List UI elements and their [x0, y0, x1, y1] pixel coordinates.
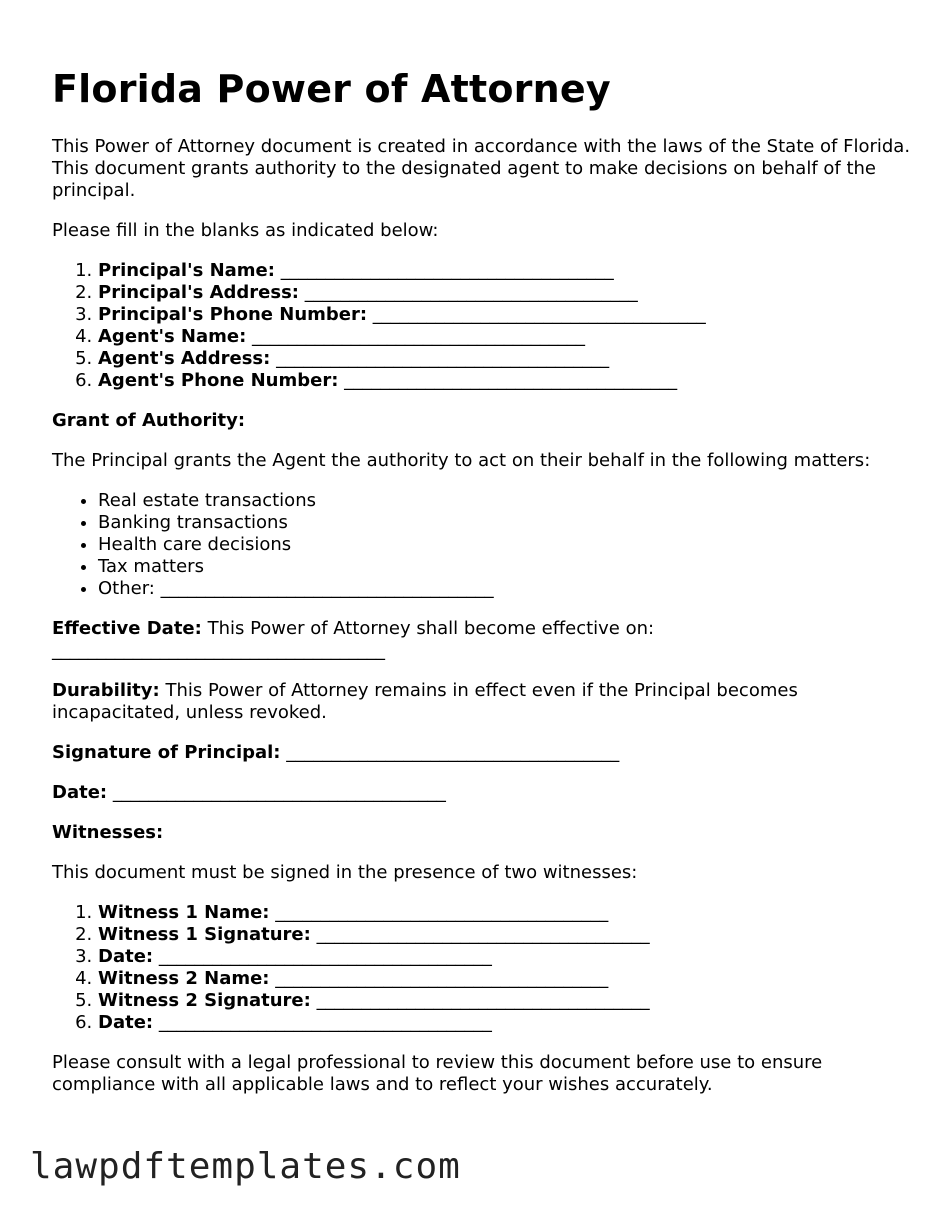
- party-fields-list: [52, 260, 912, 392]
- blank-line: _____________________________________: [52, 640, 385, 661]
- field-agent-name[interactable]: [98, 326, 912, 348]
- matter-other[interactable]: [98, 578, 912, 600]
- blank-line: _____________________________________: [280, 260, 614, 281]
- document-page: [52, 64, 912, 1114]
- effective-date-paragraph[interactable]: [52, 618, 912, 662]
- field-label: Agent's Phone Number:: [98, 370, 339, 391]
- page-title: Florida Power of Attorney: [52, 67, 611, 111]
- blank-line: _____________________________________: [316, 990, 650, 1011]
- blank-line: _____________________________________: [158, 1012, 492, 1033]
- disclaimer-paragraph: Please consult with a legal professional to review this document before use to ensure compliance with all applicable laws and to reflect your wishes accurately.: [52, 1052, 823, 1095]
- field-label: Principal's Phone Number:: [98, 304, 368, 325]
- blank-line: _____________________________________: [286, 742, 620, 763]
- field-label: Effective Date:: [52, 618, 202, 639]
- field-label: Agent's Address:: [98, 348, 271, 369]
- field-agent-phone[interactable]: [98, 370, 912, 392]
- matter-item: • Banking transactions: [98, 512, 912, 534]
- blank-line: _____________________________________: [252, 326, 586, 347]
- field-label: Witness 1 Signature:: [98, 924, 311, 945]
- field-label: Agent's Name:: [98, 326, 247, 347]
- authority-matters-list: [52, 490, 912, 600]
- matter-item: • Tax matters: [98, 556, 912, 578]
- field-witness1-signature[interactable]: [98, 924, 912, 946]
- field-label: Witness 2 Signature:: [98, 990, 311, 1011]
- date-field[interactable]: [52, 782, 912, 804]
- blank-line: _____________________________________: [158, 946, 492, 967]
- witnesses-heading: [52, 822, 912, 844]
- blank-line: _____________________________________: [304, 282, 638, 303]
- field-witness2-name[interactable]: [98, 968, 912, 990]
- instructions-paragraph: Please fill in the blanks as indicated below:: [52, 220, 439, 241]
- field-label: Principal's Address:: [98, 282, 299, 303]
- blank-line: _____________________________________: [344, 370, 678, 391]
- effective-date-text: This Power of Attorney shall become effective on:: [207, 618, 655, 639]
- durability-label: Durability:: [52, 680, 160, 701]
- field-label: Date:: [98, 946, 154, 967]
- signature-principal-field[interactable]: [52, 742, 912, 764]
- footer-watermark: lawpdftemplates.com: [30, 1146, 461, 1187]
- grant-text: The Principal grants the Agent the authority to act on their behalf in the following matters:: [52, 450, 871, 471]
- blank-line: _____________________________________: [275, 968, 609, 989]
- field-witness1-date[interactable]: [98, 946, 912, 968]
- witnesses-text: This document must be signed in the presence of two witnesses:: [52, 862, 638, 883]
- field-witness2-date[interactable]: [98, 1012, 912, 1034]
- field-label: Witness 2 Name:: [98, 968, 270, 989]
- durability-paragraph: [52, 680, 912, 724]
- field-label: Witness 1 Name:: [98, 902, 270, 923]
- blank-line: _____________________________________: [160, 578, 494, 599]
- witness-fields-list: [52, 902, 912, 1034]
- field-agent-address[interactable]: [98, 348, 912, 370]
- witnesses-heading-text: Witnesses:: [52, 822, 164, 843]
- grant-heading-text: Grant of Authority:: [52, 410, 246, 431]
- field-label: Signature of Principal:: [52, 742, 281, 763]
- blank-line: _____________________________________: [112, 782, 446, 803]
- blank-line: _____________________________________: [276, 348, 610, 369]
- field-label: Principal's Name:: [98, 260, 275, 281]
- blank-line: _____________________________________: [316, 924, 650, 945]
- field-witness1-name[interactable]: [98, 902, 912, 924]
- blank-line: _____________________________________: [372, 304, 706, 325]
- intro-paragraph: This Power of Attorney document is created in accordance with the laws of the State of Florida. This document grants authority to the designated agent to make decisions on behalf of the principal.: [52, 136, 911, 201]
- field-label: Other:: [98, 578, 155, 599]
- matter-item: • Real estate transactions: [98, 490, 912, 512]
- field-label: Date:: [98, 1012, 154, 1033]
- matter-item: • Health care decisions: [98, 534, 912, 556]
- durability-text: This Power of Attorney remains in effect even if the Principal becomes incapacitated, unless revoked.: [52, 680, 798, 723]
- field-principal-name[interactable]: [98, 260, 912, 282]
- grant-heading: [52, 410, 912, 432]
- field-principal-phone[interactable]: [98, 304, 912, 326]
- blank-line: _____________________________________: [275, 902, 609, 923]
- field-label: Date:: [52, 782, 108, 803]
- field-witness2-signature[interactable]: [98, 990, 912, 1012]
- field-principal-address[interactable]: [98, 282, 912, 304]
